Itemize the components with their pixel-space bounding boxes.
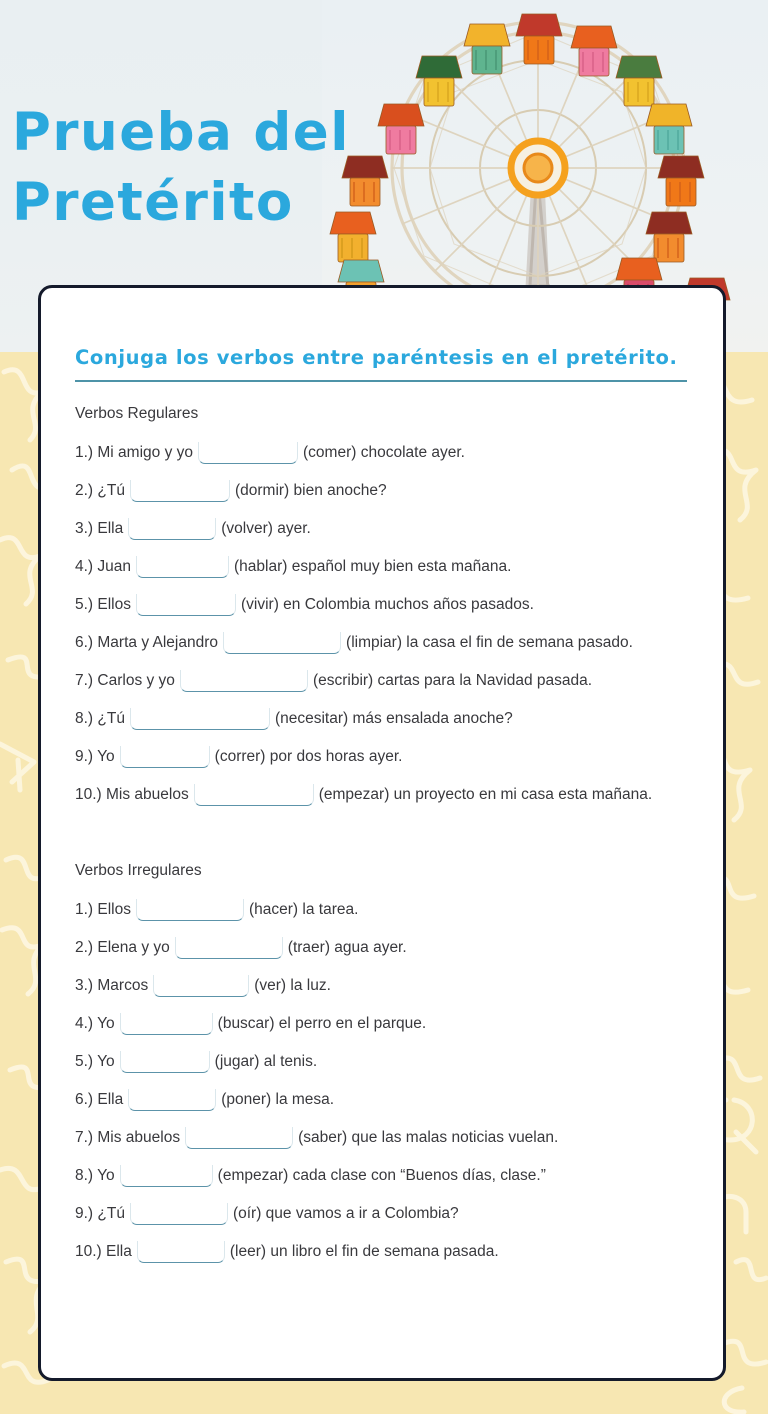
- question-text-after-blank: (jugar) al tenis.: [214, 1052, 318, 1070]
- question-number: 10.): [75, 785, 102, 803]
- answer-blank[interactable]: [120, 746, 210, 768]
- question-list: [75, 891, 687, 1271]
- question-text-after-blank: (traer) agua ayer.: [287, 938, 407, 956]
- question-row: [75, 1233, 687, 1271]
- question-text-after-blank: (hacer) la tarea.: [249, 900, 359, 918]
- page-title-line-1: Prueba del: [12, 102, 350, 163]
- question-number: 4.): [75, 1014, 94, 1032]
- answer-blank[interactable]: [130, 1203, 228, 1225]
- answer-blank[interactable]: [136, 594, 236, 616]
- question-text-before-blank: Ellos: [93, 595, 131, 613]
- question-text-after-blank: (vivir) en Colombia muchos años pasados.: [241, 595, 534, 613]
- question-number: 2.): [75, 481, 94, 499]
- question-number: 9.): [75, 747, 94, 765]
- question-number: 3.): [75, 519, 94, 537]
- question-text-before-blank: Mis abuelos: [93, 1128, 181, 1146]
- question-text-before-blank: Mi amigo y yo: [93, 443, 194, 461]
- answer-blank[interactable]: [136, 899, 244, 921]
- question-number: 7.): [75, 671, 94, 689]
- question-text-before-blank: Ella: [93, 519, 124, 537]
- question-row: [75, 624, 687, 662]
- answer-blank[interactable]: [120, 1013, 213, 1035]
- question-text-before-blank: Yo: [93, 747, 115, 765]
- answer-blank[interactable]: [120, 1051, 210, 1073]
- section-spacer: [75, 814, 687, 856]
- question-number: 5.): [75, 1052, 94, 1070]
- answer-blank[interactable]: [194, 784, 314, 806]
- question-text-after-blank: (limpiar) la casa el fin de semana pasado.: [346, 633, 633, 651]
- question-number: 7.): [75, 1128, 94, 1146]
- question-text-after-blank: (buscar) el perro en el parque.: [217, 1014, 427, 1032]
- question-row: [75, 929, 687, 967]
- question-text-before-blank: Ella: [93, 1090, 124, 1108]
- question-text-before-blank: Ellos: [93, 900, 131, 918]
- question-text-after-blank: (saber) que las malas noticias vuelan.: [298, 1128, 559, 1146]
- section-label: Verbos Regulares: [75, 404, 199, 422]
- question-text-before-blank: Marcos: [93, 976, 149, 994]
- question-row: [75, 700, 687, 738]
- page-title-line-2: Pretérito: [12, 172, 294, 233]
- answer-blank[interactable]: [128, 518, 216, 540]
- question-text-after-blank: (ver) la luz.: [254, 976, 331, 994]
- question-number: 10.): [75, 1242, 102, 1260]
- question-list: [75, 434, 687, 814]
- worksheet-sections: [75, 399, 687, 1271]
- question-number: 9.): [75, 1204, 94, 1222]
- section-label: Verbos Irregulares: [75, 861, 202, 879]
- question-row: [75, 586, 687, 624]
- question-number: 8.): [75, 1166, 94, 1184]
- question-row: [75, 1119, 687, 1157]
- instruction-heading: Conjuga los verbos entre paréntesis en el pretérito.: [75, 346, 678, 369]
- question-text-before-blank: Ella: [101, 1242, 132, 1260]
- question-number: 2.): [75, 938, 94, 956]
- question-number: 1.): [75, 443, 94, 461]
- question-text-before-blank: ¿Tú: [93, 481, 125, 499]
- question-row: [75, 434, 687, 472]
- question-row: [75, 548, 687, 586]
- answer-blank[interactable]: [137, 1241, 225, 1263]
- question-row: [75, 738, 687, 776]
- question-row: [75, 776, 687, 814]
- answer-blank[interactable]: [223, 632, 341, 654]
- answer-blank[interactable]: [180, 670, 308, 692]
- question-row: [75, 662, 687, 700]
- question-text-after-blank: (oír) que vamos a ir a Colombia?: [232, 1204, 459, 1222]
- answer-blank[interactable]: [136, 556, 229, 578]
- question-text-before-blank: Yo: [93, 1166, 115, 1184]
- question-text-before-blank: Juan: [93, 557, 132, 575]
- question-row: [75, 1195, 687, 1233]
- question-number: 6.): [75, 1090, 94, 1108]
- question-text-after-blank: (empezar) cada clase con “Buenos días, clase.”: [217, 1166, 546, 1184]
- question-text-before-blank: Yo: [93, 1014, 115, 1032]
- question-row: [75, 891, 687, 929]
- question-text-before-blank: Carlos y yo: [93, 671, 175, 689]
- question-text-after-blank: (hablar) español muy bien esta mañana.: [234, 557, 512, 575]
- question-text-after-blank: (poner) la mesa.: [221, 1090, 335, 1108]
- question-row: [75, 1081, 687, 1119]
- question-number: 4.): [75, 557, 94, 575]
- question-text-after-blank: (dormir) bien anoche?: [234, 481, 387, 499]
- question-text-before-blank: Elena y yo: [93, 938, 170, 956]
- question-text-after-blank: (correr) por dos horas ayer.: [214, 747, 403, 765]
- question-text-after-blank: (leer) un libro el fin de semana pasada.: [229, 1242, 499, 1260]
- question-text-before-blank: Marta y Alejandro: [93, 633, 219, 651]
- heading-divider: [75, 380, 687, 382]
- question-text-after-blank: (empezar) un proyecto en mi casa esta mañana.: [318, 785, 653, 803]
- question-number: 3.): [75, 976, 94, 994]
- answer-blank[interactable]: [153, 975, 249, 997]
- answer-blank[interactable]: [128, 1089, 216, 1111]
- page-title: [12, 98, 352, 238]
- question-row: [75, 1005, 687, 1043]
- question-text-before-blank: Yo: [93, 1052, 115, 1070]
- question-text-after-blank: (escribir) cartas para la Navidad pasada.: [312, 671, 593, 689]
- answer-blank[interactable]: [120, 1165, 213, 1187]
- question-number: 6.): [75, 633, 94, 651]
- answer-blank[interactable]: [198, 442, 298, 464]
- question-number: 8.): [75, 709, 94, 727]
- question-row: [75, 510, 687, 548]
- question-text-before-blank: ¿Tú: [93, 709, 125, 727]
- question-row: [75, 472, 687, 510]
- question-number: 5.): [75, 595, 94, 613]
- answer-blank[interactable]: [130, 708, 270, 730]
- question-text-after-blank: (necesitar) más ensalada anoche?: [274, 709, 513, 727]
- answer-blank[interactable]: [175, 937, 283, 959]
- question-row: [75, 1157, 687, 1195]
- worksheet-card: [38, 285, 726, 1381]
- question-row: [75, 1043, 687, 1081]
- answer-blank[interactable]: [130, 480, 230, 502]
- question-text-after-blank: (volver) ayer.: [221, 519, 311, 537]
- question-number: 1.): [75, 900, 94, 918]
- answer-blank[interactable]: [185, 1127, 293, 1149]
- question-text-before-blank: ¿Tú: [93, 1204, 125, 1222]
- question-text-after-blank: (comer) chocolate ayer.: [303, 443, 465, 461]
- question-row: [75, 967, 687, 1005]
- question-text-before-blank: Mis abuelos: [101, 785, 189, 803]
